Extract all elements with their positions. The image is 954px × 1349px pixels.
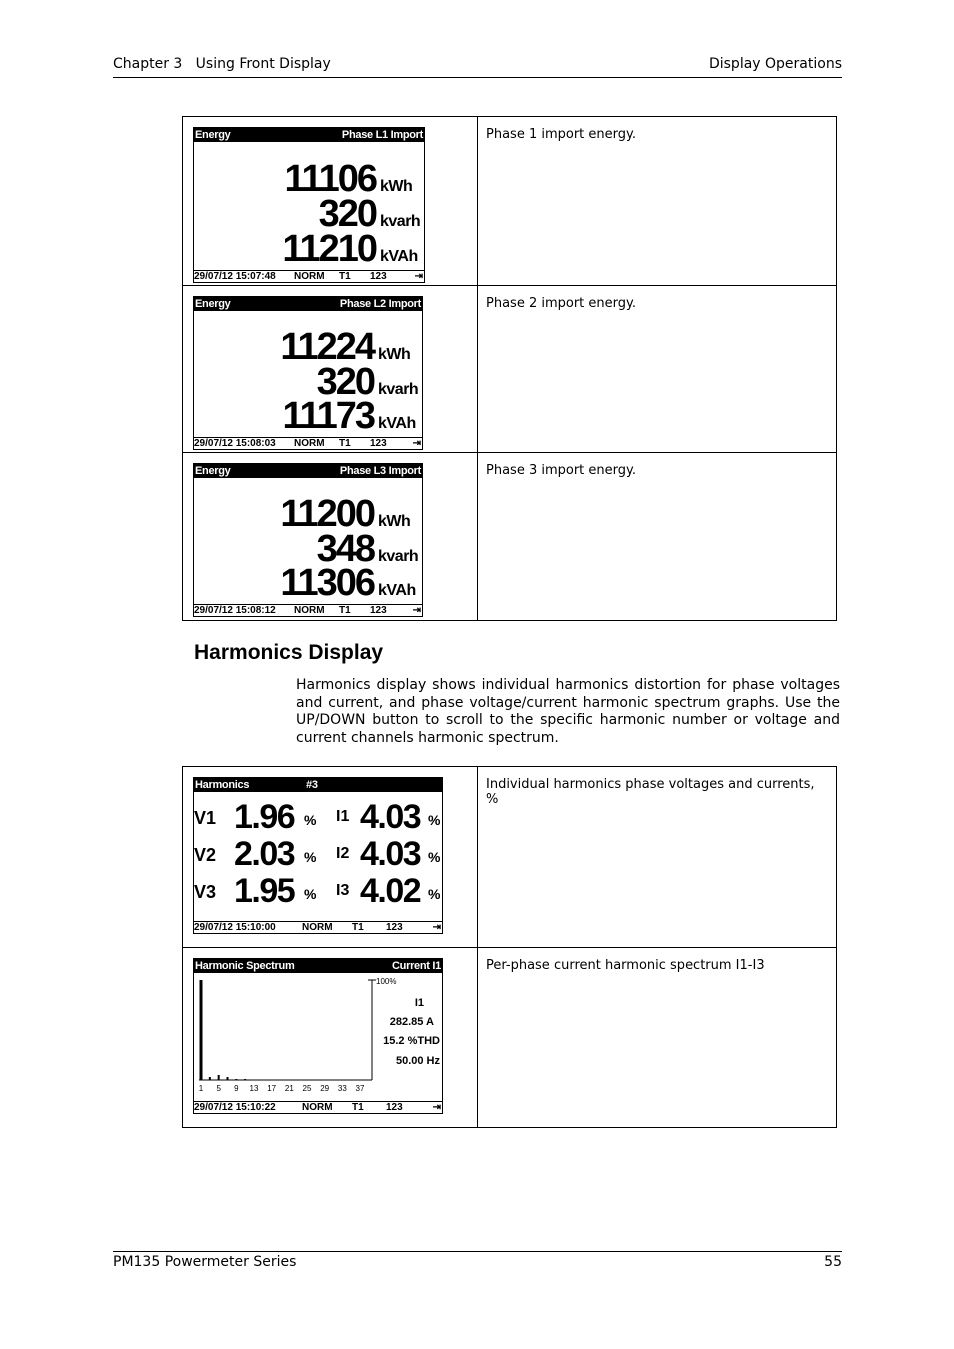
harmonic-row bbox=[194, 835, 442, 873]
section-paragraph: Harmonics display shows individual harmonics distortion for phase voltages and current, and phase voltage/current harmonic spectrum graphs. Use the UP/DOWN button to scroll to the specific harmonic number or voltage and current channels harmonic spectrum. bbox=[296, 677, 840, 746]
arrow-right-icon: ⇥ bbox=[432, 1102, 441, 1113]
voltage-value: 1.95 bbox=[234, 872, 295, 910]
lcd-screen-energy-l1 bbox=[193, 127, 425, 283]
energy-unit: kvarh bbox=[380, 213, 421, 230]
energy-unit: kvarh bbox=[378, 548, 419, 565]
harmonic-number: #3 bbox=[306, 779, 318, 791]
energy-unit: kVAh bbox=[378, 582, 416, 599]
status-tariff: T1 bbox=[339, 438, 351, 449]
thd-reading: 15.2 %THD bbox=[383, 1035, 440, 1047]
arrow-right-icon: ⇥ bbox=[432, 922, 441, 933]
section-name: Display Operations bbox=[708, 56, 842, 72]
lcd-screen-energy-l3 bbox=[193, 463, 423, 617]
lcd-screen-energy-l2 bbox=[193, 296, 423, 450]
lcd-title: Harmonics bbox=[195, 779, 250, 791]
x-tick-label: 37 bbox=[355, 1084, 365, 1093]
x-tick-label: 29 bbox=[320, 1084, 330, 1093]
voltage-value: 2.03 bbox=[234, 835, 295, 873]
lcd-status-bar bbox=[194, 1101, 442, 1113]
lcd-title: Energy bbox=[195, 298, 231, 310]
status-datetime: 29/07/12 15:08:12 bbox=[194, 605, 276, 616]
x-tick-label: 25 bbox=[302, 1084, 312, 1093]
table-row bbox=[183, 948, 837, 1128]
status-digits: 123 bbox=[370, 438, 387, 449]
energy-value: 320 bbox=[318, 193, 376, 235]
energy-unit: kWh bbox=[378, 346, 411, 363]
harmonics-table bbox=[182, 766, 837, 1128]
status-mode: NORM bbox=[302, 1102, 333, 1113]
energy-value: 348 bbox=[316, 528, 374, 570]
status-mode: NORM bbox=[294, 271, 325, 282]
status-tariff: T1 bbox=[339, 605, 351, 616]
energy-value: 11210 bbox=[282, 228, 376, 270]
spectrum-bar bbox=[200, 980, 203, 1080]
row-description: Phase 3 import energy. bbox=[478, 453, 837, 621]
status-mode: NORM bbox=[294, 438, 325, 449]
percent-unit: % bbox=[304, 812, 317, 828]
percent-unit: % bbox=[428, 849, 441, 865]
energy-unit: kvarh bbox=[378, 381, 419, 398]
lcd-subtitle: Phase L2 Import bbox=[339, 298, 421, 310]
spectrum-bar bbox=[227, 1077, 229, 1080]
channel-label: I1 bbox=[414, 997, 424, 1009]
status-datetime: 29/07/12 15:10:00 bbox=[194, 922, 276, 933]
spectrum-bar bbox=[244, 1079, 246, 1080]
voltage-label: V2 bbox=[194, 845, 217, 865]
row-description: Per-phase current harmonic spectrum I1-I3 bbox=[478, 948, 837, 1128]
percent-unit: % bbox=[304, 849, 317, 865]
energy-value: 11106 bbox=[284, 158, 376, 200]
row-description: Phase 2 import energy. bbox=[478, 286, 837, 453]
energy-unit: kWh bbox=[380, 178, 413, 195]
percent-unit: % bbox=[304, 886, 317, 902]
spectrum-bar bbox=[235, 1079, 237, 1080]
energy-table bbox=[182, 116, 837, 621]
status-datetime: 29/07/12 15:10:22 bbox=[194, 1102, 276, 1113]
status-digits: 123 bbox=[386, 1102, 403, 1113]
row-description: Individual harmonics phase voltages and currents, % bbox=[478, 767, 837, 948]
energy-unit: kWh bbox=[378, 513, 411, 530]
percent-unit: % bbox=[428, 886, 441, 902]
lcd-status-bar bbox=[194, 437, 422, 449]
current-label: I2 bbox=[336, 845, 350, 862]
lcd-title: Harmonic Spectrum bbox=[195, 960, 295, 972]
energy-value: 11224 bbox=[280, 326, 374, 368]
lcd-title: Energy bbox=[195, 129, 231, 141]
current-value: 4.03 bbox=[360, 798, 421, 836]
percent-unit: % bbox=[428, 812, 441, 828]
current-label: I3 bbox=[336, 882, 350, 899]
status-mode: NORM bbox=[294, 605, 325, 616]
arrow-right-icon: ⇥ bbox=[412, 438, 421, 449]
arrow-right-icon: ⇥ bbox=[414, 271, 423, 282]
lcd-status-bar bbox=[194, 270, 424, 282]
status-datetime: 29/07/12 15:08:03 bbox=[194, 438, 276, 449]
frequency-reading: 50.00 Hz bbox=[395, 1055, 440, 1067]
voltage-label: V3 bbox=[194, 882, 217, 902]
status-digits: 123 bbox=[370, 605, 387, 616]
page-number: 55 bbox=[824, 1254, 842, 1270]
lcd-status-bar bbox=[194, 921, 442, 933]
product-name: PM135 Powermeter Series bbox=[113, 1254, 297, 1270]
current-label: I1 bbox=[336, 808, 350, 825]
lcd-title: Energy bbox=[195, 465, 231, 477]
voltage-value: 1.96 bbox=[234, 798, 295, 836]
spectrum-bar bbox=[218, 1075, 220, 1080]
current-value: 4.03 bbox=[360, 835, 421, 873]
current-reading: 282.85 A bbox=[389, 1016, 434, 1028]
x-tick-label: 21 bbox=[284, 1084, 294, 1093]
lcd-subtitle: Current I1 bbox=[392, 960, 441, 972]
spectrum-bar bbox=[209, 1077, 211, 1080]
status-tariff: T1 bbox=[339, 271, 351, 282]
energy-value: 320 bbox=[316, 361, 374, 403]
current-value: 4.02 bbox=[360, 872, 421, 910]
page-header bbox=[113, 56, 842, 78]
harmonic-row bbox=[194, 798, 442, 836]
x-tick-label: 1 bbox=[198, 1084, 204, 1093]
status-tariff: T1 bbox=[352, 922, 364, 933]
energy-unit: kVAh bbox=[380, 248, 418, 265]
energy-unit: kVAh bbox=[378, 415, 416, 432]
lcd-subtitle: Phase L3 Import bbox=[339, 465, 421, 477]
energy-value: 11306 bbox=[280, 562, 374, 604]
status-digits: 123 bbox=[370, 271, 387, 282]
table-row bbox=[183, 286, 837, 453]
x-tick-label: 17 bbox=[267, 1084, 277, 1093]
status-digits: 123 bbox=[386, 922, 403, 933]
energy-value: 11200 bbox=[280, 493, 374, 535]
lcd-screen-harmonics bbox=[193, 777, 443, 934]
page-footer bbox=[113, 1251, 842, 1270]
status-tariff: T1 bbox=[352, 1102, 364, 1113]
arrow-right-icon: ⇥ bbox=[412, 605, 421, 616]
x-tick-label: 5 bbox=[216, 1084, 221, 1093]
table-row bbox=[183, 453, 837, 621]
lcd-screen-spectrum bbox=[193, 958, 443, 1114]
harmonic-row bbox=[194, 872, 442, 910]
row-description: Phase 1 import energy. bbox=[478, 117, 837, 286]
table-row bbox=[183, 767, 837, 948]
voltage-label: V1 bbox=[194, 808, 217, 828]
x-tick-label: 9 bbox=[234, 1084, 239, 1093]
table-row bbox=[183, 117, 837, 286]
status-datetime: 29/07/12 15:07:48 bbox=[194, 271, 276, 282]
energy-value: 11173 bbox=[282, 395, 374, 437]
section-heading: Harmonics Display bbox=[194, 641, 384, 664]
x-tick-label: 13 bbox=[249, 1084, 259, 1093]
chapter-title: Chapter 3 Using Front Display bbox=[113, 56, 331, 72]
lcd-status-bar bbox=[194, 604, 422, 616]
x-tick-label: 33 bbox=[337, 1084, 347, 1093]
lcd-subtitle: Phase L1 Import bbox=[341, 129, 423, 141]
scale-label: 100% bbox=[376, 977, 397, 986]
status-mode: NORM bbox=[302, 922, 333, 933]
